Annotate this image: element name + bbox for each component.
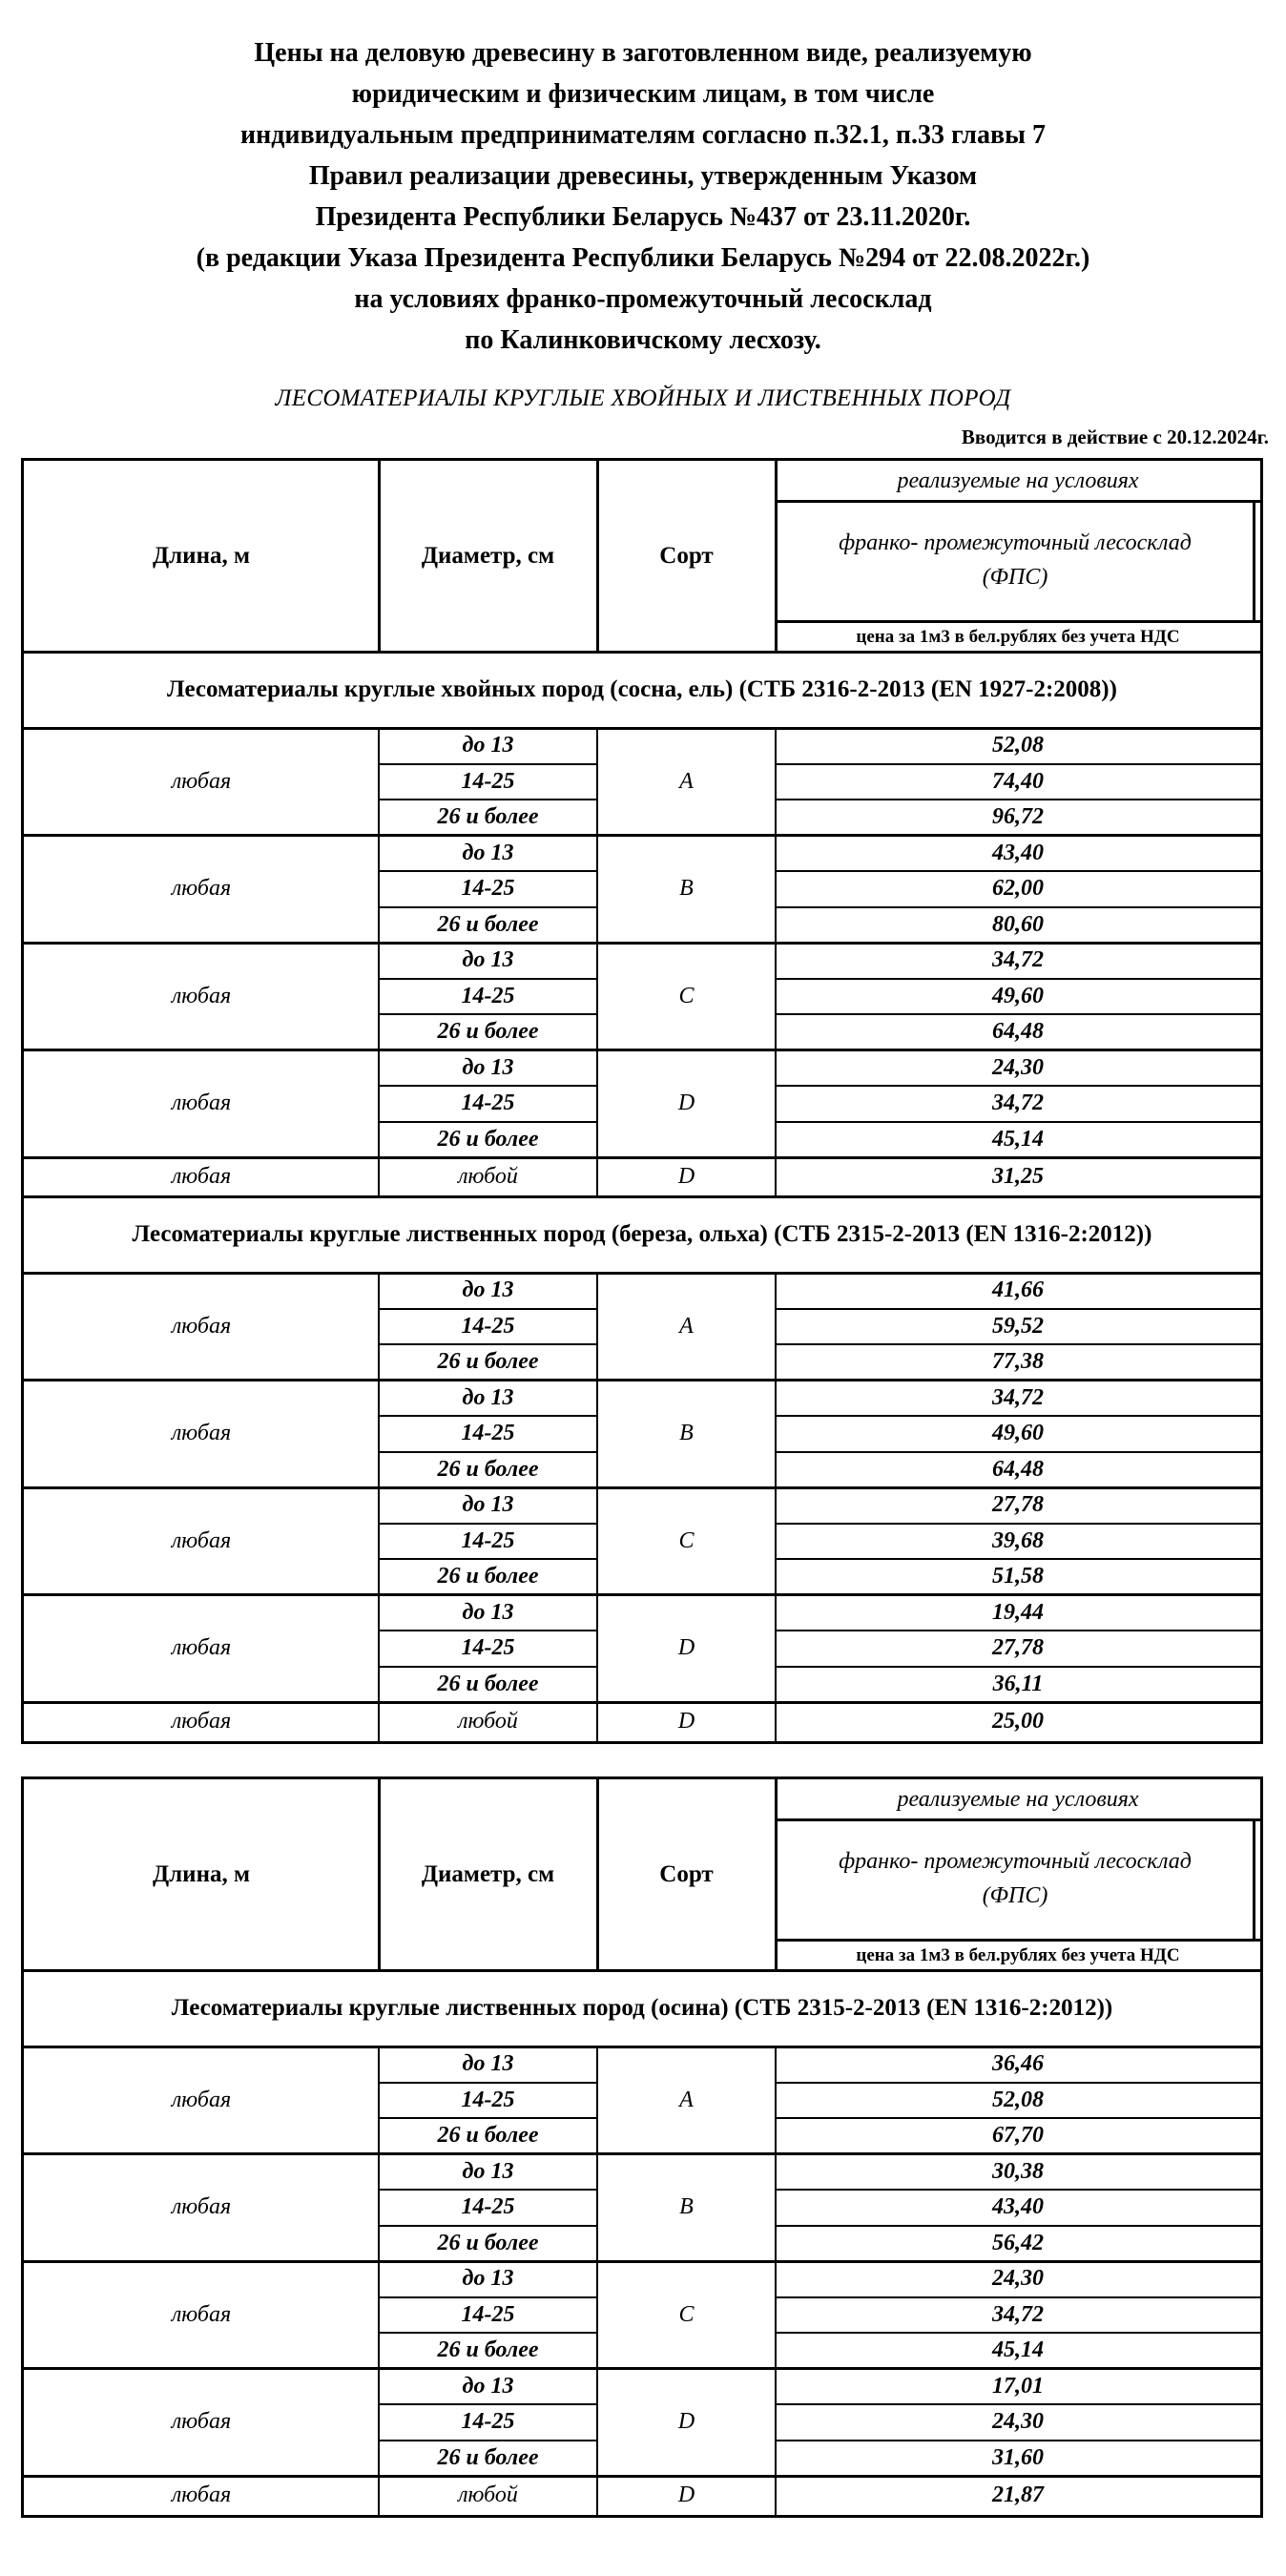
title-line: по Калинковичскому лесхозу. (465, 325, 821, 355)
table-rule (379, 1630, 597, 1631)
table-rule (379, 1308, 597, 1310)
length-cell: любая (171, 2409, 232, 2435)
header-grade: Сорт (659, 1861, 714, 1887)
title-line: Правил реализации древесины, утвержденным Указом (308, 161, 978, 191)
price-cell: 34,72 (992, 947, 1044, 973)
price-cell: 31,25 (992, 1164, 1044, 1189)
price-cell: 52,08 (992, 733, 1044, 758)
grade-cell: D (677, 1709, 695, 1734)
price-cell: 36,11 (992, 1671, 1044, 1696)
price-cell: 67,70 (992, 2123, 1044, 2149)
table-rule (379, 2117, 597, 2119)
document-title (0, 32, 1286, 361)
table-rule (776, 2082, 1260, 2084)
price-cell: 43,40 (992, 2194, 1044, 2220)
table-rule (776, 2332, 1260, 2334)
table-rule (776, 1818, 1260, 1821)
table-rule (378, 1381, 380, 1488)
table-rule (596, 2476, 598, 2515)
title-line: индивидуальным предпринимателям согласно п.32.1, п.33 главы 7 (240, 120, 1046, 150)
table-rule (379, 763, 597, 765)
table-rule (596, 1595, 598, 1703)
diameter-cell: 14-25 (461, 983, 515, 1008)
table-rule (379, 1523, 597, 1525)
table-rule (378, 1595, 380, 1703)
diameter-cell: 26 и более (437, 1671, 539, 1696)
length-cell: любая (171, 1421, 232, 1446)
diameter-cell: 26 и более (437, 1019, 539, 1045)
table-rule (775, 1487, 777, 1595)
diameter-cell: 26 и более (437, 1126, 539, 1152)
table-rule (596, 1487, 598, 1595)
price-cell: 64,48 (992, 1019, 1044, 1045)
price-cell: 39,68 (992, 1527, 1044, 1553)
header-price-note: цена за 1м3 в бел.рублях без учета НДС (856, 1945, 1180, 1965)
price-cell: 34,72 (992, 1091, 1044, 1116)
table-rule (775, 836, 777, 944)
table-rule (378, 728, 380, 836)
table-rule (379, 2189, 597, 2191)
table-rule (776, 1630, 1260, 1631)
table-rule (776, 763, 1260, 765)
diameter-cell: 26 и более (437, 804, 539, 830)
diameter-cell: до 13 (462, 2158, 514, 2184)
table-rule (378, 1050, 380, 1158)
price-cell: 34,72 (992, 2301, 1044, 2327)
length-cell: любая (171, 1635, 232, 1661)
table-rule (596, 1702, 598, 1741)
length-cell: любая (171, 2483, 232, 2507)
diameter-cell: любой (458, 1164, 518, 1189)
table-rule (596, 2261, 598, 2369)
table-rule (379, 1121, 597, 1123)
diameter-cell: 14-25 (461, 1421, 515, 1446)
table-rule (378, 1157, 380, 1196)
diameter-cell: 14-25 (461, 768, 515, 794)
table-rule (776, 620, 1260, 623)
table-rule (775, 2369, 777, 2477)
diameter-cell: до 13 (462, 1278, 514, 1303)
title-line: юридическим и физическим лицам, в том числе (351, 79, 935, 109)
header-price-note: цена за 1м3 в бел.рублях без учета НДС (856, 627, 1180, 647)
table-rule (775, 1779, 778, 1970)
diameter-cell: 14-25 (461, 2087, 515, 2112)
price-cell: 24,30 (992, 2266, 1044, 2292)
grade-cell: A (679, 1313, 694, 1339)
diameter-cell: 26 и более (437, 1456, 539, 1482)
table-rule (596, 836, 598, 944)
diameter-cell: до 13 (462, 2373, 514, 2399)
diameter-cell: до 13 (462, 1384, 514, 1410)
grade-cell: C (678, 2301, 695, 2327)
price-cell: 64,48 (992, 1456, 1044, 1482)
table-rule (776, 1013, 1260, 1015)
table-rule (775, 1702, 777, 1741)
price-cell: 25,00 (992, 1709, 1044, 1734)
diameter-cell: 14-25 (461, 1091, 515, 1116)
price-cell: 49,60 (992, 1421, 1044, 1446)
length-cell: любая (171, 1091, 232, 1116)
table-rule (596, 943, 598, 1050)
table-rule (378, 943, 380, 1050)
table-rule (596, 2154, 598, 2262)
title-line: Президента Республики Беларусь №437 от 23.11.2020г. (315, 202, 971, 232)
table-rule (378, 1779, 381, 1970)
table-rule (776, 1558, 1260, 1560)
table-rule (379, 2332, 597, 2334)
price-table-aspen (21, 1776, 1263, 2518)
grade-cell: D (677, 1164, 695, 1189)
diameter-cell: до 13 (462, 733, 514, 758)
table-rule (378, 2046, 380, 2154)
grade-cell: B (679, 2194, 694, 2220)
table-rule (379, 870, 597, 872)
grade-cell: D (677, 1091, 695, 1116)
diameter-cell: 26 и более (437, 2444, 539, 2470)
table-rule (776, 1523, 1260, 1525)
diameter-cell: любой (458, 1709, 518, 1734)
price-cell: 43,40 (992, 840, 1044, 865)
table-rule (776, 1451, 1260, 1453)
table-rule (378, 836, 380, 944)
table-rule (776, 2403, 1260, 2405)
table-rule (379, 2296, 597, 2298)
table-rule (378, 2476, 380, 2515)
price-cell: 45,14 (992, 1126, 1044, 1152)
length-cell: любая (171, 1527, 232, 1553)
table-rule (775, 1381, 777, 1488)
table-rule (379, 1085, 597, 1087)
price-cell: 27,78 (992, 1635, 1044, 1661)
price-cell: 56,42 (992, 2230, 1044, 2255)
length-cell: любая (171, 768, 232, 794)
header-fps-line: (ФПС) (982, 565, 1048, 590)
table-rule (379, 2082, 597, 2084)
table-rule (776, 978, 1260, 980)
diameter-cell: 14-25 (461, 1527, 515, 1553)
section-subtitle: ЛЕСОМАТЕРИАЛЫ КРУГЛЫЕ ХВОЙНЫХ И ЛИСТВЕННЫХ ПОРОД (275, 385, 1011, 411)
table-rule (378, 1487, 380, 1595)
table-rule (379, 1666, 597, 1668)
price-cell: 21,87 (992, 2483, 1044, 2507)
section-title: Лесоматериалы круглые лиственных пород (береза, ольха) (СТБ 2315-2-2013 (EN 1316-2:2012)) (132, 1221, 1152, 1247)
table-rule (596, 1779, 599, 1970)
table-rule (776, 2440, 1260, 2441)
header-fps (776, 1819, 1255, 1938)
length-cell: любая (171, 2194, 232, 2220)
table-rule (379, 978, 597, 980)
grade-cell: C (678, 1527, 695, 1553)
diameter-cell: до 13 (462, 1599, 514, 1625)
table-rule (596, 2369, 598, 2477)
table-rule (379, 1451, 597, 1453)
grade-cell: B (679, 876, 694, 902)
diameter-cell: 14-25 (461, 2409, 515, 2435)
length-cell: любая (171, 876, 232, 902)
table-rule (378, 2369, 380, 2477)
price-cell: 77,38 (992, 1349, 1044, 1375)
table-rule (379, 2225, 597, 2227)
diameter-cell: 26 и более (437, 2230, 539, 2255)
grade-cell: D (677, 1635, 695, 1661)
table-rule (379, 1343, 597, 1345)
length-cell: любая (171, 1709, 232, 1734)
table-rule (775, 1157, 777, 1196)
table-rule (776, 2117, 1260, 2119)
price-cell: 30,38 (992, 2158, 1044, 2184)
table-rule (776, 1415, 1260, 1417)
table-rule (596, 1381, 598, 1488)
diameter-cell: 14-25 (461, 2194, 515, 2220)
table-rule (776, 1343, 1260, 1345)
title-line: на условиях франко-промежуточный лесосклад (354, 284, 932, 314)
diameter-cell: 14-25 (461, 1635, 515, 1661)
price-cell: 24,30 (992, 2409, 1044, 2435)
diameter-cell: 14-25 (461, 2301, 515, 2327)
table-rule (776, 1121, 1260, 1123)
diameter-cell: до 13 (462, 1492, 514, 1518)
table-rule (775, 1273, 777, 1381)
table-rule (776, 1666, 1260, 1668)
price-cell: 45,14 (992, 2337, 1044, 2363)
header-diameter: Диаметр, см (421, 543, 555, 569)
diameter-cell: до 13 (462, 2266, 514, 2292)
table-rule (596, 1050, 598, 1158)
table-rule (378, 2154, 380, 2262)
price-cell: 51,58 (992, 1564, 1044, 1589)
grade-cell: C (678, 983, 695, 1008)
table-rule (775, 943, 777, 1050)
length-cell: любая (171, 1164, 232, 1189)
table-rule (776, 870, 1260, 872)
table-rule (776, 500, 1260, 503)
section-title: Лесоматериалы круглые хвойных пород (сосна, ель) (СТБ 2316-2-2013 (EN 1927-2:2008)) (167, 676, 1117, 702)
price-cell: 36,46 (992, 2051, 1044, 2077)
grade-cell: B (679, 1421, 694, 1446)
diameter-cell: до 13 (462, 840, 514, 865)
effective-date: Вводится в действие с 20.12.2024г. (961, 426, 1269, 448)
diameter-cell: 26 и более (437, 1564, 539, 1589)
table-rule (379, 2403, 597, 2405)
grade-cell: D (677, 2409, 695, 2435)
title-line: (в редакции Указа Президента Республики Беларусь №294 от 22.08.2022г.) (196, 243, 1090, 273)
grade-cell: A (679, 768, 694, 794)
header-length: Длина, м (152, 1861, 251, 1887)
price-cell: 41,66 (992, 1278, 1044, 1303)
table-rule (776, 906, 1260, 908)
table-rule (775, 2046, 777, 2154)
length-cell: любая (171, 2301, 232, 2327)
header-conditions: реализуемые на условиях (897, 1786, 1139, 1812)
diameter-cell: 14-25 (461, 1313, 515, 1339)
price-table-conifer-deciduous (21, 458, 1263, 1744)
table-rule (776, 2189, 1260, 2191)
table-rule (379, 1558, 597, 1560)
header-grade: Сорт (659, 543, 714, 569)
grade-cell: D (677, 2483, 695, 2507)
price-cell: 62,00 (992, 876, 1044, 902)
table-rule (775, 2261, 777, 2369)
diameter-cell: до 13 (462, 2051, 514, 2077)
diameter-cell: 14-25 (461, 876, 515, 902)
table-rule (776, 1085, 1260, 1087)
price-cell: 34,72 (992, 1384, 1044, 1410)
price-cell: 17,01 (992, 2373, 1044, 2399)
table-rule (596, 1157, 598, 1196)
table-rule (775, 461, 778, 652)
table-rule (379, 2440, 597, 2441)
table-rule (378, 1702, 380, 1741)
header-diameter: Диаметр, см (421, 1861, 555, 1887)
diameter-cell: 26 и более (437, 2123, 539, 2149)
table-rule (596, 1273, 598, 1381)
price-cell: 24,30 (992, 1054, 1044, 1080)
price-cell: 96,72 (992, 804, 1044, 830)
table-rule (775, 2476, 777, 2515)
table-rule (1253, 1819, 1255, 1940)
table-rule (776, 1308, 1260, 1310)
table-rule (596, 2046, 598, 2154)
table-rule (378, 461, 381, 652)
header-length: Длина, м (152, 543, 251, 569)
table-rule (378, 2261, 380, 2369)
table-rule (1253, 501, 1255, 621)
header-conditions: реализуемые на условиях (897, 467, 1139, 493)
table-rule (775, 1595, 777, 1703)
table-rule (596, 728, 598, 836)
diameter-cell: 26 и более (437, 1349, 539, 1375)
table-rule (776, 2225, 1260, 2227)
length-cell: любая (171, 2087, 232, 2112)
table-rule (776, 1939, 1260, 1942)
diameter-cell: 26 и более (437, 911, 539, 937)
price-cell: 19,44 (992, 1599, 1044, 1625)
table-rule (776, 799, 1260, 800)
table-rule (596, 461, 599, 652)
diameter-cell: до 13 (462, 947, 514, 973)
header-fps-line: франко- промежуточный лесосклад (839, 1849, 1192, 1874)
diameter-cell: 26 и более (437, 2337, 539, 2363)
table-rule (775, 1050, 777, 1158)
grade-cell: A (679, 2087, 694, 2112)
table-rule (775, 2154, 777, 2262)
section-title: Лесоматериалы круглые лиственных пород (осина) (СТБ 2315-2-2013 (EN 1316-2:2012)) (171, 1995, 1113, 2021)
price-cell: 27,78 (992, 1492, 1044, 1518)
price-cell: 80,60 (992, 911, 1044, 937)
header-fps-line: франко- промежуточный лесосклад (839, 530, 1192, 555)
header-fps (776, 501, 1255, 619)
table-rule (379, 1013, 597, 1015)
table-rule (379, 1415, 597, 1417)
price-cell: 59,52 (992, 1313, 1044, 1339)
table-rule (378, 1273, 380, 1381)
price-cell: 74,40 (992, 768, 1044, 794)
length-cell: любая (171, 983, 232, 1008)
price-cell: 31,60 (992, 2444, 1044, 2470)
length-cell: любая (171, 1313, 232, 1339)
table-rule (776, 2296, 1260, 2298)
table-rule (379, 799, 597, 800)
diameter-cell: до 13 (462, 1054, 514, 1080)
table-rule (775, 728, 777, 836)
header-fps-line: (ФПС) (982, 1883, 1048, 1908)
title-line: Цены на деловую древесину в заготовленном виде, реализуемую (254, 38, 1032, 68)
table-rule (379, 906, 597, 908)
price-cell: 52,08 (992, 2087, 1044, 2112)
price-cell: 49,60 (992, 983, 1044, 1008)
diameter-cell: любой (458, 2483, 518, 2507)
